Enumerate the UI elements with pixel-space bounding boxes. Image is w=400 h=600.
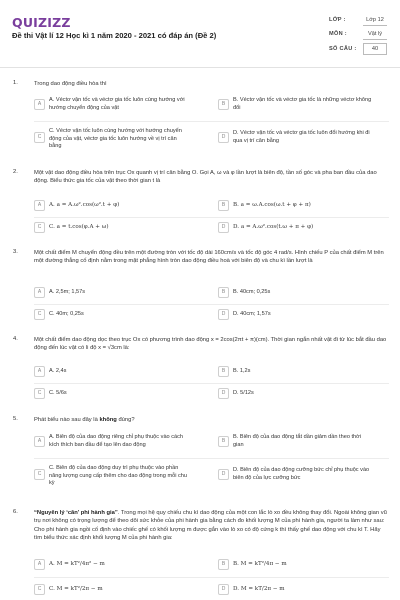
question-number: 5.	[13, 416, 18, 422]
option-text: B. Biên độ của dao động tắt dần giảm dần theo thời gian	[233, 434, 362, 448]
option-badge: A	[34, 436, 45, 447]
quizizz-logo: QUIZIZZ	[12, 15, 71, 30]
meta-count-value: 40	[363, 43, 387, 55]
option-badge: D	[218, 584, 229, 595]
option-text: D. 40cm; 1,57s	[233, 311, 271, 317]
question-number: 4.	[13, 336, 18, 342]
option-badge: B	[218, 200, 229, 211]
option-text: A. 2,4s	[49, 368, 67, 374]
question-number: 3.	[13, 249, 18, 255]
meta-class-label: LỚP :	[329, 17, 346, 23]
option-text: A. a = A.ω².cos(ω².t + φ)	[49, 202, 120, 208]
option-badge: D	[218, 132, 229, 143]
option-divider	[34, 304, 389, 305]
question-number: 2.	[13, 169, 18, 175]
option-text: D. Véctơ vận tốc và véctơ gia tốc luôn đổi hướng khi đi qua vị trí cân bằng	[233, 130, 370, 144]
option-badge: B	[218, 436, 229, 447]
option-divider	[34, 383, 389, 384]
option-badge: C	[34, 584, 45, 595]
option-badge: D	[218, 469, 229, 480]
option-text: B. M = kT²/4π − m	[233, 561, 287, 567]
option-badge: D	[218, 309, 229, 320]
option-text: B. 1,2s	[233, 368, 251, 374]
option-text: A. M = kT²/4π² − m	[49, 561, 105, 567]
option-text: A. Biên độ của dao động riêng chỉ phụ thuộc vào cách kích thích ban đầu để tạo lên dao động	[49, 434, 184, 448]
option-badge: C	[34, 469, 45, 480]
question-emphasis: không	[99, 417, 117, 423]
option-badge: B	[218, 99, 229, 110]
option-text: D. 5/12s	[233, 390, 254, 396]
question-text-part: đúng?	[116, 417, 135, 423]
option-badge: D	[218, 388, 229, 399]
option-text: A. 2,5m; 1,57s	[49, 289, 86, 295]
option-divider	[34, 217, 389, 218]
question-text-part: . Trong mọi hệ quy chiếu chu kì dao động của một con lắc lò xo đều không thay đổi. Ngoài không gian vũ trụ nơi không có trọng lượng để theo dõi sức khỏe của phi hành gia bằng cách đo khối lượng M của phi hành gia, người ta làm như sau: Cho phi hành gia ngồi cố định vào chiếc ghế có khối lượng m được gắn vào lò xo có độ cứng k thì thấy ghế dao động với chu kì T. Hãy tìm biểu thức xác định khối lượng M của phi hành gia:	[34, 510, 387, 541]
question-emphasis: “Nguyên lý ‘cân’ phi hành gia”	[34, 510, 118, 516]
option-text: C. 40m; 0,25s	[49, 311, 84, 317]
question-text: Một chất điểm M chuyển động đều trên một đường tròn với tốc độ dài 160cm/s và tốc độ góc 4 rad/s. Hình chiếu P của chất điểm M trên một đường thẳng cố định nằm trong mặt phẳng hình tròn dao động điều hoà với biên độ và chu kì lần lượt là	[34, 250, 384, 265]
option-text: A. Véctơ vận tốc và véctơ gia tốc luôn cùng hướng với hướng chuyển động của vật	[49, 97, 185, 111]
option-text: C. Véctơ vận tốc luôn cùng hướng với hướng chuyển động của vật, véctơ gia tốc luôn hướng về vị trí cân bằng	[49, 128, 182, 150]
question-number: 6.	[13, 509, 18, 515]
question-number: 1.	[13, 80, 18, 86]
option-text: B. Véctơ vận tốc và véctơ gia tốc là những véctơ không đổi	[233, 97, 372, 111]
option-badge: A	[34, 366, 45, 377]
option-text: C. Biên độ của dao động duy trì phụ thuộc vào phần năng lượng cung cấp thêm cho dao động trong mỗi chu kỳ	[49, 465, 188, 487]
option-badge: C	[34, 222, 45, 233]
option-text: B. 40cm; 0,25s	[233, 289, 271, 295]
meta-class-value: Lớp 12	[363, 17, 387, 26]
option-divider	[34, 458, 389, 459]
question-text	[34, 509, 389, 542]
option-text: D. Biên độ của dao động cưỡng bức chỉ phụ thuộc vào biên độ của lực cưỡng bức	[233, 467, 370, 481]
option-text: C. a = t.cos(φ.A + ω)	[49, 224, 109, 230]
option-text: B. a = ω.A.cos(ω.t + φ + π)	[233, 202, 311, 208]
option-text: D. M = kT/2π − m	[233, 586, 285, 592]
question-text: Một chất điểm dao động dọc theo trục Ox có phương trình dao động x = 2cos(2πt + π)(cm). Thời gian ngắn nhất vật đi từ lúc bắt đầu dao động đến lúc vật có li độ x = √3cm là:	[34, 337, 387, 352]
option-divider	[34, 577, 389, 578]
option-badge: A	[34, 287, 45, 298]
document-title: Đề thi Vật lí 12 Học kì 1 năm 2020 - 2021 có đáp án (Đề 2)	[12, 31, 217, 40]
question-text: Một vật dao động điều hòa trên trục Ox quanh vị trí cân bằng O. Gọi A, ω và φ lần lượt là biên độ, tần số góc và pha ban đầu của dao động. Biểu thức gia tốc của vật theo thời gian t là	[34, 170, 377, 185]
option-badge: D	[218, 222, 229, 233]
question-text-part: Phát biểu nào sau đây là	[34, 417, 100, 423]
option-badge: C	[34, 309, 45, 320]
option-badge: A	[34, 99, 45, 110]
question-text: Trong dao động điều hòa thì	[34, 81, 107, 87]
option-badge: B	[218, 366, 229, 377]
question-text	[34, 416, 389, 424]
option-text: C. M = kT²/2π − m	[49, 586, 103, 592]
document-header	[0, 0, 400, 68]
meta-subject-label: MÔN :	[329, 31, 347, 37]
option-badge: A	[34, 559, 45, 570]
option-badge: B	[218, 287, 229, 298]
meta-subject-value: Vật lý	[363, 31, 387, 40]
option-badge: C	[34, 388, 45, 399]
option-badge: A	[34, 200, 45, 211]
option-text: C. 5/6s	[49, 390, 67, 396]
option-badge: B	[218, 559, 229, 570]
option-badge: C	[34, 132, 45, 143]
option-divider	[34, 121, 389, 122]
meta-count-label: SỐ CÂU :	[329, 46, 357, 52]
option-text: D. a = A.ω².cos(t.ω + π + φ)	[233, 224, 314, 230]
